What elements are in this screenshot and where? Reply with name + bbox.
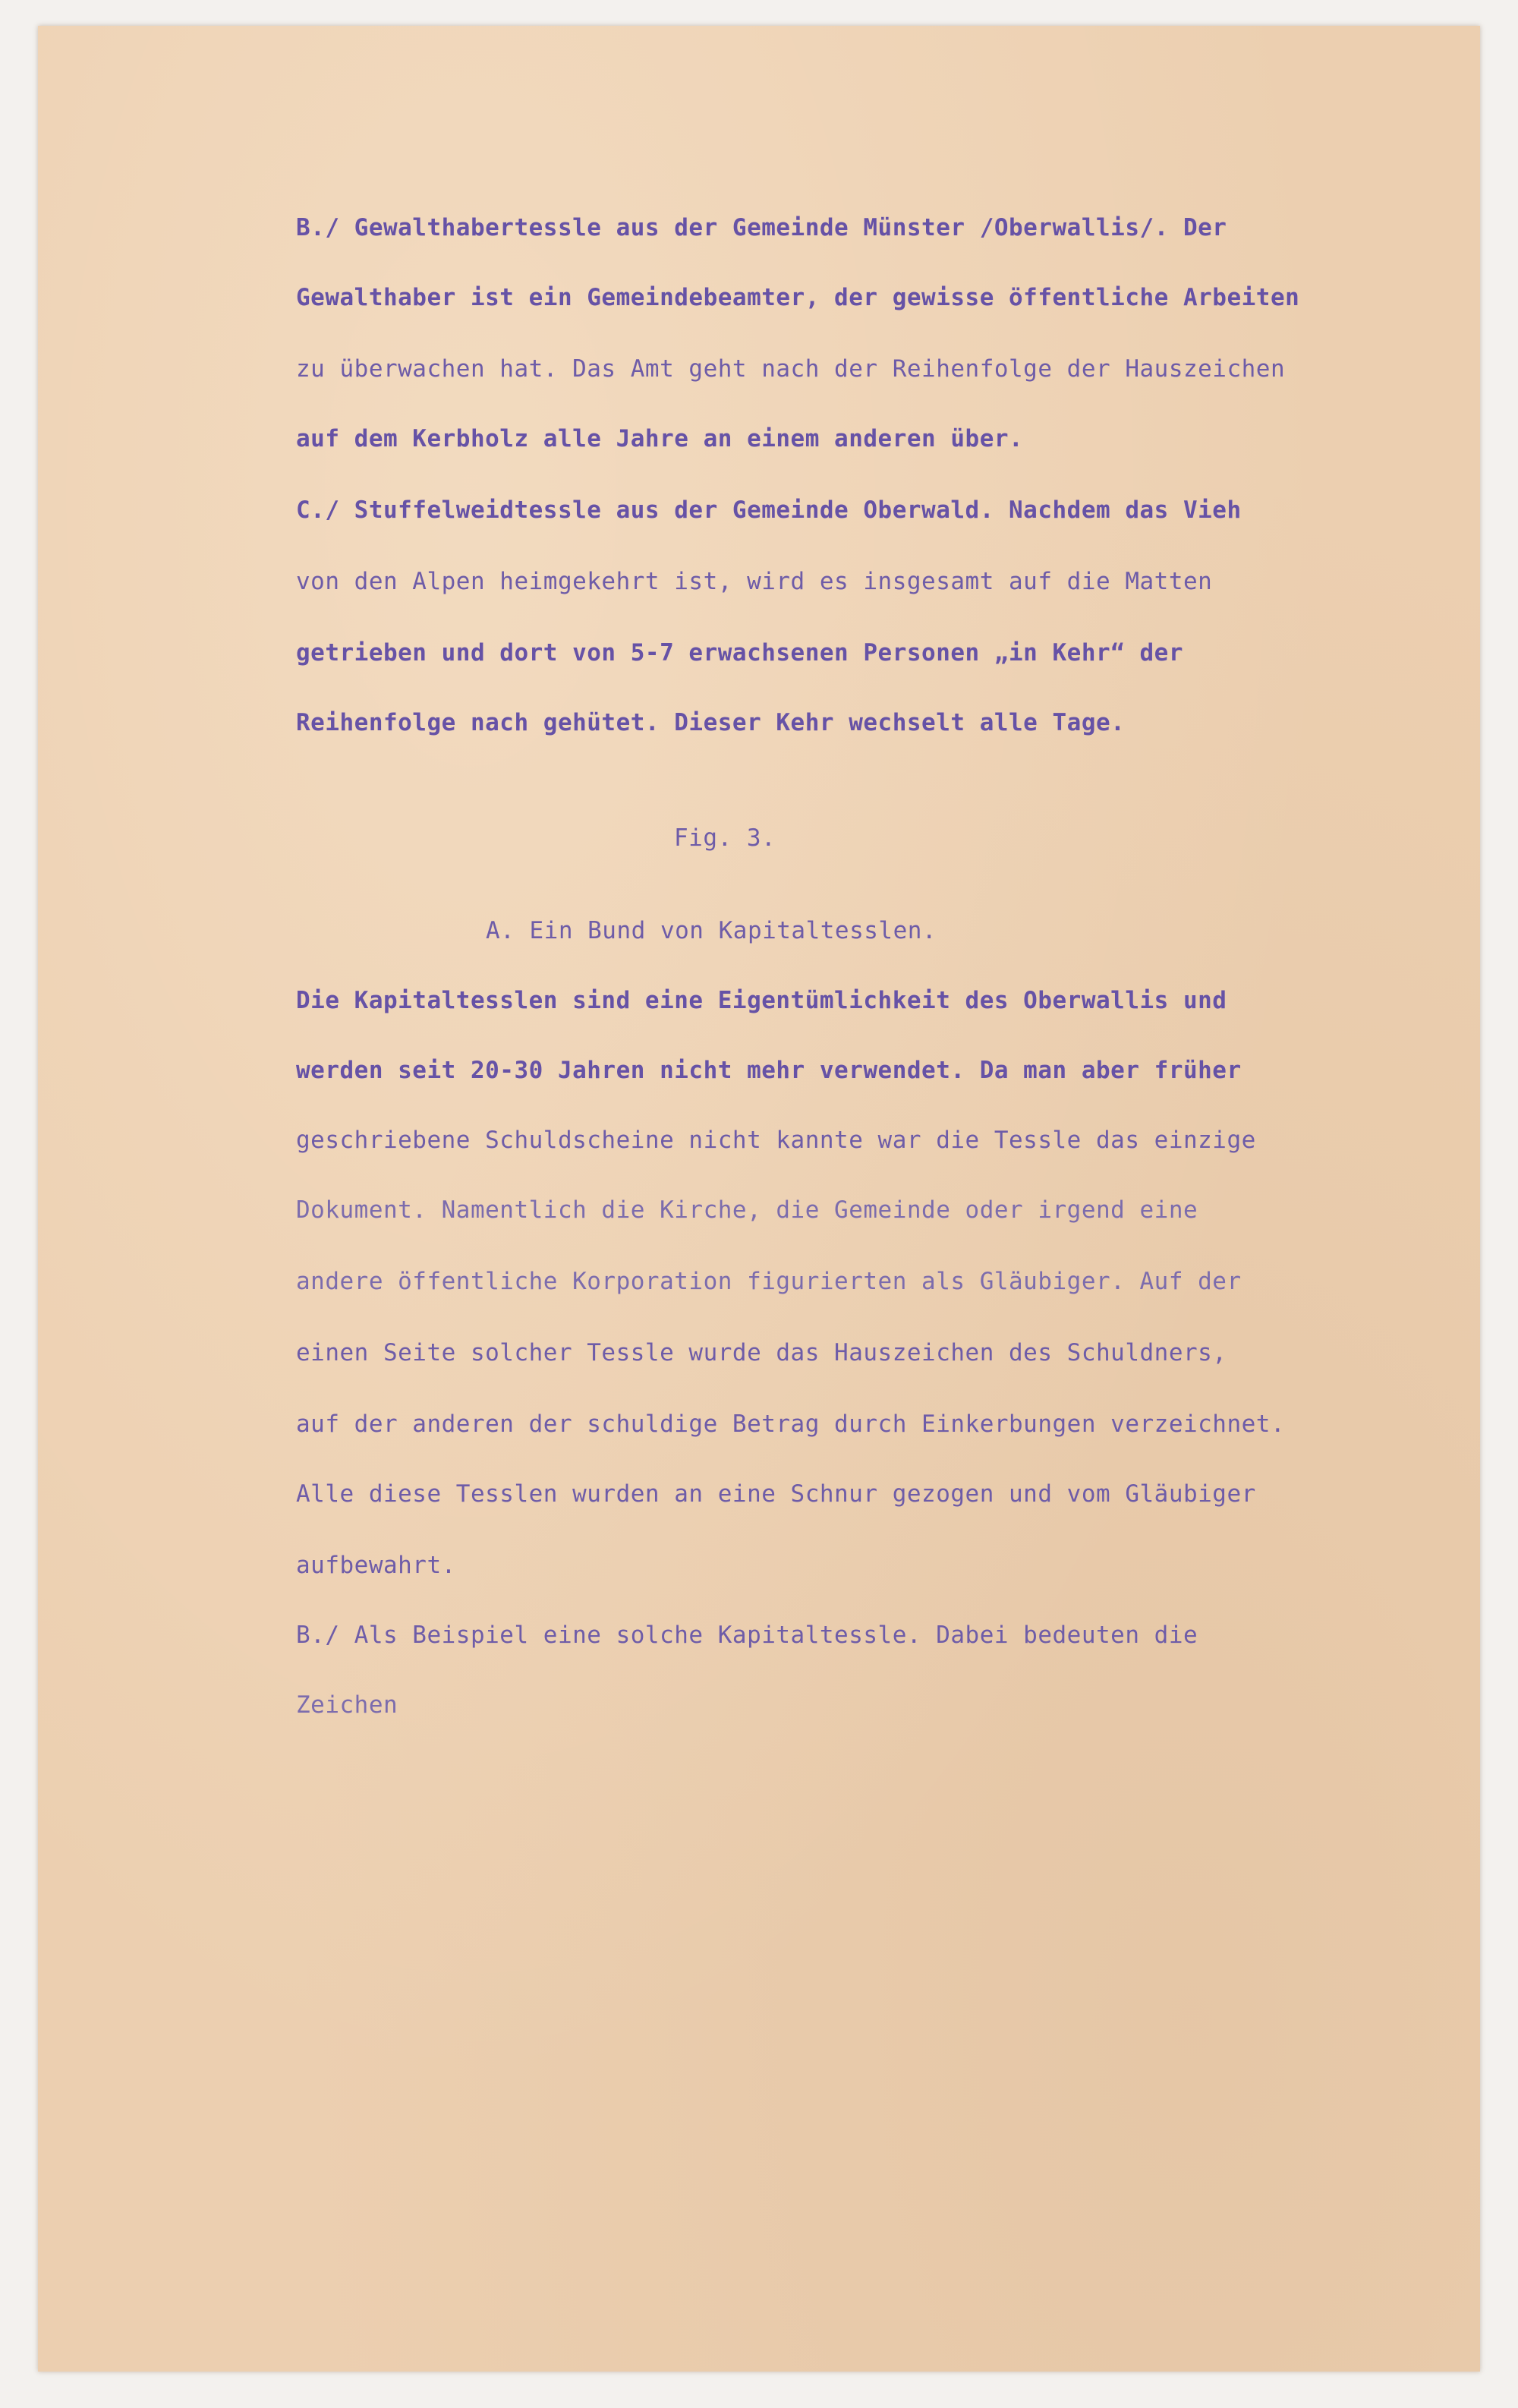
typewritten-page <box>38 26 1480 2372</box>
section-a-line-4: Dokument. Namentlich die Kirche, die Gemeinde oder irgend eine <box>296 1196 1198 1224</box>
section-a-line-1: Die Kapitaltesslen sind eine Eigentümlichkeit des Oberwallis und <box>296 987 1227 1014</box>
section-a-line-7: auf der anderen der schuldige Betrag durch Einkerbungen verzeichnet. <box>296 1410 1286 1438</box>
paragraph-c-line-2: von den Alpen heimgekehrt ist, wird es insgesamt auf die Matten <box>296 568 1213 595</box>
section-a-line-9: aufbewahrt. <box>296 1552 456 1579</box>
section-a-line-6: einen Seite solcher Tessle wurde das Hauszeichen des Schuldners, <box>296 1339 1227 1366</box>
paragraph-b-line-2: Gewalthaber ist ein Gemeindebeamter, der gewisse öffentliche Arbeiten <box>296 284 1300 311</box>
paragraph-b-line-1: B./ Gewalthabertessle aus der Gemeinde Münster /Oberwallis/. Der <box>296 214 1227 241</box>
section-a-line-3: geschriebene Schuldscheine nicht kannte war die Tessle das einzige <box>296 1127 1256 1154</box>
figure-heading: Fig. 3. <box>674 824 776 852</box>
section-a-heading: A. Ein Bund von Kapitaltesslen. <box>486 917 937 944</box>
section-b-line-1: B./ Als Beispiel eine solche Kapitaltessle. Dabei bedeuten die <box>296 1622 1198 1649</box>
section-b-line-2: Zeichen <box>296 1691 398 1719</box>
paragraph-c-line-4: Reihenfolge nach gehütet. Dieser Kehr wechselt alle Tage. <box>296 709 1126 736</box>
paragraph-b-line-4: auf dem Kerbholz alle Jahre an einem anderen über. <box>296 425 1024 452</box>
paragraph-c-line-1: C./ Stuffelweidtessle aus der Gemeinde Oberwald. Nachdem das Vieh <box>296 496 1242 524</box>
section-a-line-2: werden seit 20-30 Jahren nicht mehr verwendet. Da man aber früher <box>296 1057 1242 1084</box>
section-a-line-5: andere öffentliche Korporation figurierten als Gläubiger. Auf der <box>296 1268 1242 1295</box>
paragraph-b-line-3: zu überwachen hat. Das Amt geht nach der Reihenfolge der Hauszeichen <box>296 355 1286 383</box>
paragraph-c-line-3: getrieben und dort von 5-7 erwachsenen Personen „in Kehr“ der <box>296 639 1183 667</box>
section-a-line-8: Alle diese Tesslen wurden an eine Schnur gezogen und vom Gläubiger <box>296 1480 1256 1508</box>
